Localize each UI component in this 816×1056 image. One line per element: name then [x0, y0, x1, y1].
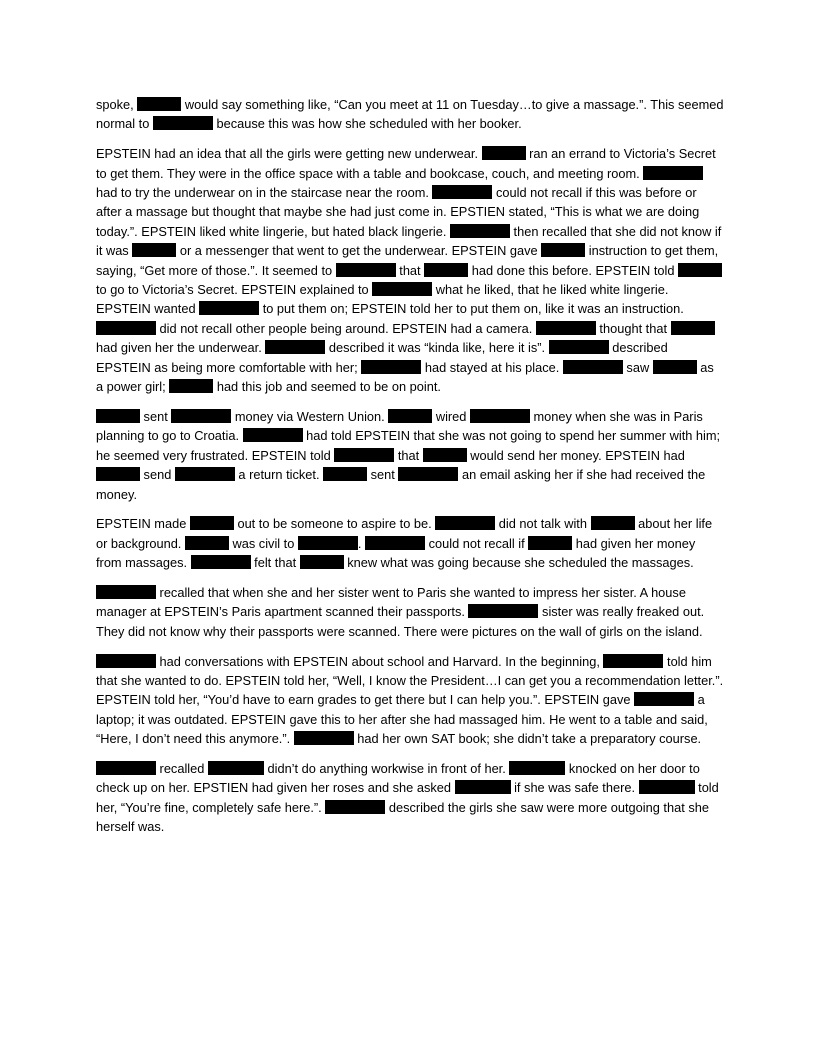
paragraph-text: to put them on; EPSTEIN told her to put them on, like it was an instruction. — [259, 301, 684, 317]
paragraph — [96, 759, 724, 837]
paragraph — [96, 652, 724, 749]
redaction-bar — [191, 555, 251, 569]
paragraph-text: described EPSTEIN as being more comfortable with her; — [96, 340, 668, 375]
paragraph-text: told her, “You’re fine, completely safe here.”. — [96, 780, 719, 815]
paragraph-text: knew what was going because she scheduled the massages. — [343, 555, 694, 571]
paragraph-text: had conversations with EPSTEIN about school and Harvard. In the beginning, — [156, 653, 604, 669]
redaction-bar — [137, 97, 181, 111]
redaction-bar — [455, 780, 511, 794]
redaction-bar — [96, 585, 156, 599]
paragraph-text: sent — [367, 467, 399, 483]
paragraph-text: to go to Victoria’s Secret. EPSTEIN explained to — [96, 282, 373, 298]
paragraph-text: sent — [140, 408, 172, 424]
redaction-bar — [96, 321, 156, 335]
redaction-bar — [336, 263, 396, 277]
paragraph-text: had her own SAT book; she didn’t take a preparatory course. — [353, 731, 702, 747]
paragraph — [96, 407, 724, 504]
redaction-bar — [171, 409, 231, 423]
paragraph-text: an email asking her if she had received the money. — [96, 467, 706, 502]
redaction-bar — [243, 428, 303, 442]
paragraph-text: out to be someone to aspire to be. — [233, 516, 436, 532]
paragraph — [96, 95, 724, 134]
document-page — [96, 95, 724, 847]
redaction-bar — [334, 448, 394, 462]
redaction-bar — [265, 340, 325, 354]
paragraph-text: a return ticket. — [234, 467, 324, 483]
redaction-bar — [549, 340, 609, 354]
paragraph-text: had told EPSTEIN that she was not going to spend her summer with him; he seemed very frustrated. EPSTEIN told — [96, 428, 721, 463]
redaction-bar — [325, 800, 385, 814]
redaction-bar — [96, 654, 156, 668]
paragraph-text: was civil to — [228, 535, 298, 551]
redaction-bar — [563, 360, 623, 374]
paragraph — [96, 144, 724, 396]
redaction-bar — [175, 467, 235, 481]
paragraph-text: because this was how she scheduled with her booker. — [212, 116, 522, 132]
paragraph-text: could not recall if — [425, 535, 529, 551]
redaction-bar — [653, 360, 697, 374]
paragraph-text: had given her the underwear. — [96, 340, 266, 356]
redaction-bar — [208, 761, 264, 775]
redaction-bar — [435, 516, 495, 530]
redaction-bar — [634, 692, 694, 706]
paragraph-text: thought that — [595, 320, 671, 336]
redaction-bar — [300, 555, 344, 569]
paragraph-text: that — [395, 262, 425, 278]
paragraph-text: recalled that when she and her sister went to Paris she wanted to impress her sister. A house manager at EPSTEIN’s Paris apartment scanned their passports. — [96, 584, 686, 620]
paragraph-text: knocked on her door to check up on her. EPSTIEN had given her roses and she asked — [96, 760, 700, 796]
redaction-bar — [432, 185, 492, 199]
redaction-bar — [372, 282, 432, 296]
paragraph-text: about her life or background. — [96, 516, 713, 551]
redaction-bar — [96, 467, 140, 481]
paragraph-text: had given her money from massages. — [96, 535, 696, 571]
paragraph-text: had to try the underwear on in the staircase near the room. — [96, 185, 433, 201]
redaction-bar — [169, 379, 213, 393]
redaction-bar — [424, 263, 468, 277]
redaction-bar — [96, 409, 140, 423]
paragraph-text: what he liked, that he liked white lingerie. EPSTEIN wanted — [96, 282, 669, 317]
paragraph-text: that — [394, 447, 423, 463]
paragraph-text: would say something like, “Can you meet at 11 on Tuesday…to give a massage.”. This seemed normal to — [96, 97, 724, 132]
paragraph-text: described the girls she saw were more outgoing that she herself was. — [96, 799, 709, 835]
paragraph-text: described it was “kinda like, here it is”. — [325, 340, 549, 356]
paragraph-text: . — [357, 535, 366, 551]
redaction-bar — [398, 467, 458, 481]
redaction-bar — [536, 321, 596, 335]
paragraph-text: wired — [432, 408, 470, 424]
paragraph — [96, 583, 724, 641]
redaction-bar — [298, 536, 358, 550]
paragraph-text: would send her money. EPSTEIN had — [466, 447, 685, 463]
redaction-bar — [423, 448, 467, 462]
paragraph-text: EPSTEIN had an idea that all the girls were getting new underwear. — [96, 146, 482, 162]
paragraph-text: if she was safe there. — [510, 780, 639, 796]
paragraph-text: recalled — [156, 760, 208, 776]
redaction-bar — [603, 654, 663, 668]
paragraph-text: saw — [622, 359, 653, 375]
redaction-bar — [639, 780, 695, 794]
paragraph-text: ran an errand to Victoria’s Secret to get them. They were in the office space with a table and bookcase, couch, and meeting room. — [96, 146, 716, 181]
paragraph-text: then recalled that she did not know if it was — [96, 223, 722, 259]
paragraph-text: money via Western Union. — [231, 408, 389, 424]
paragraph — [96, 514, 724, 572]
redaction-bar — [388, 409, 432, 423]
redaction-bar — [528, 536, 572, 550]
redaction-bar — [199, 301, 259, 315]
redaction-bar — [450, 224, 510, 238]
paragraph-text: spoke, — [96, 97, 138, 112]
redaction-bar — [96, 761, 156, 775]
paragraph-text: EPSTEIN made — [96, 516, 190, 532]
redaction-bar — [323, 467, 367, 481]
paragraph-text: sister was really freaked out. They did not know why their passports were scanned. There were pictures on the wall of girls on the island. — [96, 604, 705, 639]
paragraph-text: had stayed at his place. — [421, 359, 563, 375]
redaction-bar — [541, 243, 585, 257]
redaction-bar — [190, 516, 234, 530]
redaction-bar — [643, 166, 703, 180]
paragraph-text: a laptop; it was outdated. EPSTEIN gave this to her after she had massaged him. He went to a table and said, “Here, I don’t need this anymore.”. — [96, 692, 708, 747]
redaction-bar — [294, 731, 354, 745]
redaction-bar — [468, 604, 538, 618]
paragraph-text: money when she was in Paris planning to go to Croatia. — [96, 408, 703, 444]
paragraph-text: or a messenger that went to get the underwear. EPSTEIN gave — [176, 243, 542, 259]
paragraph-text: could not recall if this was before or after a massage but thought that maybe she had just come in. EPSTIEN stated, “This is what we are doing today.”. EPSTEIN liked white lingerie, but hated black lingerie. — [96, 185, 700, 239]
paragraph-text: instruction to get them, saying, “Get more of those.”. It seemed to — [96, 243, 719, 278]
paragraph-text: send — [140, 467, 175, 483]
redaction-bar — [132, 243, 176, 257]
paragraph-text: had done this before. EPSTEIN told — [468, 262, 679, 278]
paragraph-text: did not recall other people being around. EPSTEIN had a camera. — [156, 320, 536, 336]
redaction-bar — [482, 146, 526, 160]
redaction-bar — [509, 761, 565, 775]
redaction-bar — [185, 536, 229, 550]
redaction-bar — [361, 360, 421, 374]
paragraph-text: told him that she wanted to do. EPSTEIN told her, “Well, I know the President…I can get you a recommendation letter.”. EPSTEIN told her, “You’d have to earn grades to get there but I can help you.”. EPSTEIN gave — [96, 653, 724, 708]
paragraph-text: did not talk with — [495, 516, 591, 532]
redaction-bar — [153, 116, 213, 130]
paragraph-text: as a power girl; — [96, 359, 714, 395]
redaction-bar — [591, 516, 635, 530]
redaction-bar — [365, 536, 425, 550]
redaction-bar — [671, 321, 715, 335]
paragraph-text: had this job and seemed to be on point. — [213, 379, 441, 395]
redaction-bar — [678, 263, 722, 277]
paragraph-text: felt that — [250, 555, 300, 571]
redaction-bar — [470, 409, 530, 423]
paragraph-text: didn’t do anything workwise in front of her. — [263, 760, 510, 776]
